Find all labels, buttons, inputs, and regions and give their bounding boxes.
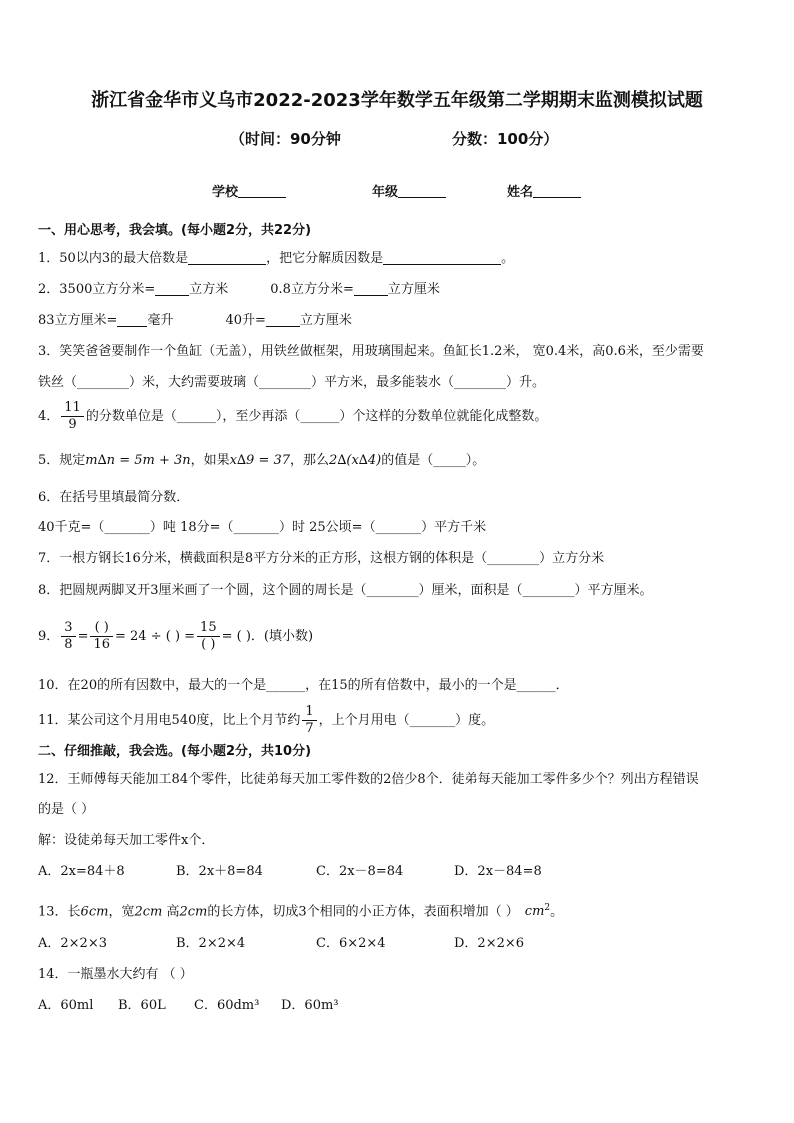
q14-option-d[interactable]: D．60m³ [281, 998, 339, 1013]
q13-text-e: 。 [550, 904, 564, 920]
question-12-line3: 解：设徒弟每天加工零件x个． [38, 833, 215, 848]
q12-option-c[interactable]: C．2x－8=84 [316, 864, 404, 879]
q9-f1-numerator: 3 [61, 620, 75, 637]
question-12-options [38, 863, 542, 881]
q1-text-c: 。 [501, 251, 515, 266]
question-9 [38, 620, 313, 653]
q14-option-b[interactable]: B．60L [118, 998, 166, 1013]
question-2-row2 [38, 312, 352, 330]
exam-time: （时间：90分钟 [230, 130, 341, 148]
q13-text-c: 高 [166, 904, 180, 920]
q13-unit: cm [524, 904, 545, 920]
q9-label: 9． [38, 629, 60, 644]
q2-text-h: 立方厘米 [299, 313, 352, 328]
q4-label: 4． [38, 409, 60, 424]
q9-f2-denominator: 16 [93, 637, 111, 652]
grade-label: 年级 [372, 185, 399, 200]
question-13-options [38, 935, 524, 953]
question-3-line1: 3．笑笑爸爸要制作一个鱼缸（无盖），用铁丝做框架，用玻璃围起来。鱼缸长1.2米， 宽0.4米，高0.6米，至少需要 [38, 344, 704, 359]
question-12-line1: 12．王师傅每天能加工84个零件，比徒弟每天加工零件数的2倍少8个．徒弟每天能加工零件多少个？列出方程错误 [38, 772, 699, 787]
q13-text-b: ，宽 [108, 904, 135, 920]
q12-option-a[interactable]: A．2x=84＋8 [38, 864, 125, 879]
q11-numerator: 1 [302, 704, 316, 721]
q14-option-a[interactable]: A．60ml [38, 998, 94, 1013]
q9-f3-denominator[interactable]: ( ) [201, 637, 216, 652]
q13-text-a: 13．长 [38, 904, 81, 920]
question-6-line1: 6．在括号里填最简分数． [38, 490, 190, 505]
grade-field [372, 181, 446, 200]
q5-expr-2: x∆9 = 37 [229, 453, 291, 468]
q14-option-c[interactable]: C．60dm³ [194, 998, 260, 1013]
q2-blank-3[interactable] [117, 313, 147, 327]
q13-option-c[interactable]: C．6×2×4 [316, 936, 386, 951]
q2-text-f: 毫升 [147, 313, 174, 328]
q1-text-b: ，把它分解质因数是 [266, 251, 384, 266]
grade-blank[interactable] [398, 185, 446, 198]
q12-option-d[interactable]: D．2x－84=8 [454, 864, 542, 879]
q9-fraction-1 [61, 620, 75, 653]
q2-text-b: 立方米 [189, 282, 229, 297]
question-3-line2: 铁丝（________）米，大约需要玻璃（________）平方米，最多能装水（________）升。 [38, 375, 546, 390]
q13-text-d: 的长方体，切成3个相同的小正方体，表面积增加（ ） [207, 904, 519, 920]
name-label: 姓名 [507, 185, 534, 200]
q2-blank-1[interactable] [155, 282, 189, 296]
q9-equals: = [77, 629, 89, 644]
q11-text-b: ，上个月用电（_______）度。 [318, 713, 495, 728]
q5-text-b: ，如果 [190, 453, 230, 468]
name-field [507, 181, 581, 200]
q9-middle: = 24 ÷ ( ) = [115, 629, 196, 644]
question-5 [38, 452, 485, 470]
q4-fraction [61, 400, 84, 433]
question-11 [38, 704, 494, 737]
q13-width: 2cm [134, 904, 163, 920]
q5-expr-1: m∆n = 5m + 3n [85, 453, 191, 468]
q4-denominator: 9 [68, 417, 77, 432]
q4-text: 的分数单位是（______），至少再添（______）个这样的分数单位就能化成整数。 [85, 409, 548, 424]
q11-text-a: 11．某公司这个月用电540度，比上个月节约 [38, 713, 301, 728]
q5-text-d: 的值是（_____）。 [381, 453, 486, 468]
q5-text-a: 5．规定 [38, 453, 86, 468]
q12-option-b[interactable]: B．2x＋8=84 [176, 864, 263, 879]
q13-option-a[interactable]: A．2×2×3 [38, 936, 107, 951]
q1-text-a: 1．50以内3的最大倍数是 [38, 251, 189, 266]
question-10: 10．在20的所有因数中，最大的一个是______，在15的所有倍数中，最小的一个是______． [38, 678, 569, 693]
q5-text-c: ，那么 [290, 453, 330, 468]
q9-f3-numerator: 15 [197, 620, 220, 637]
q1-blank-2[interactable] [383, 251, 501, 265]
question-12-line2: 的是（ ） [38, 802, 95, 817]
school-label: 学校 [212, 185, 239, 200]
name-blank[interactable] [533, 185, 581, 198]
section2-heading: 二、仔细推敲，我会选。(每小题2分，共10分) [38, 744, 312, 759]
q11-denominator: 7 [305, 721, 314, 736]
question-14-options [38, 997, 339, 1015]
q13-height: 2cm [179, 904, 208, 920]
question-14: 14．一瓶墨水大约有 （ ） [38, 967, 193, 982]
q2-blank-2[interactable] [354, 282, 388, 296]
q4-numerator: 11 [61, 400, 84, 417]
question-1 [38, 250, 514, 268]
question-2-row1 [38, 281, 440, 299]
q2-blank-4[interactable] [266, 313, 300, 327]
q2-text-d: 立方厘米 [387, 282, 440, 297]
q9-fraction-3 [197, 620, 220, 653]
q2-text-g: 40升= [225, 313, 266, 328]
section1-heading: 一、用心思考，我会填。(每小题2分，共22分) [38, 223, 312, 238]
school-field [212, 181, 286, 200]
q13-option-b[interactable]: B．2×2×4 [176, 936, 246, 951]
question-13 [38, 899, 563, 921]
question-7: 7．一根方钢长16分米，横截面积是8平方分米的正方形，这根方钢的体积是（________）立方分米 [38, 551, 605, 566]
q5-expr-3: 2∆(x∆4) [329, 453, 382, 468]
q2-text-a: 2．3500立方分米= [38, 282, 156, 297]
q2-text-c: 0.8立方分米= [270, 282, 354, 297]
question-8: 8．把圆规两脚叉开3厘米画了一个圆，这个圆的周长是（________）厘米，面积是（________）平方厘米。 [38, 583, 653, 598]
q9-fraction-2 [90, 620, 113, 653]
q13-option-d[interactable]: D．2×2×6 [454, 936, 525, 951]
question-6-line2: 40千克=（_______）吨 18分=（_______）时 25公顷=（_______）平方千米 [38, 520, 487, 535]
question-4 [38, 400, 547, 433]
q1-blank-1[interactable] [188, 251, 266, 265]
exam-title: 浙江省金华市义乌市2022-2023学年数学五年级第二学期期末监测模拟试题 [91, 90, 703, 111]
exam-score: 分数：100分） [452, 130, 559, 148]
q13-length: 6cm [80, 904, 109, 920]
school-blank[interactable] [238, 185, 286, 198]
q13-unit-power: 2 [544, 903, 551, 913]
q11-fraction [302, 704, 316, 737]
q9-f1-denominator: 8 [64, 637, 73, 652]
q9-end: = ( )．(填小数) [221, 629, 314, 644]
q9-f2-numerator[interactable]: ( ) [90, 620, 113, 637]
q2-text-e: 83立方厘米= [38, 313, 118, 328]
